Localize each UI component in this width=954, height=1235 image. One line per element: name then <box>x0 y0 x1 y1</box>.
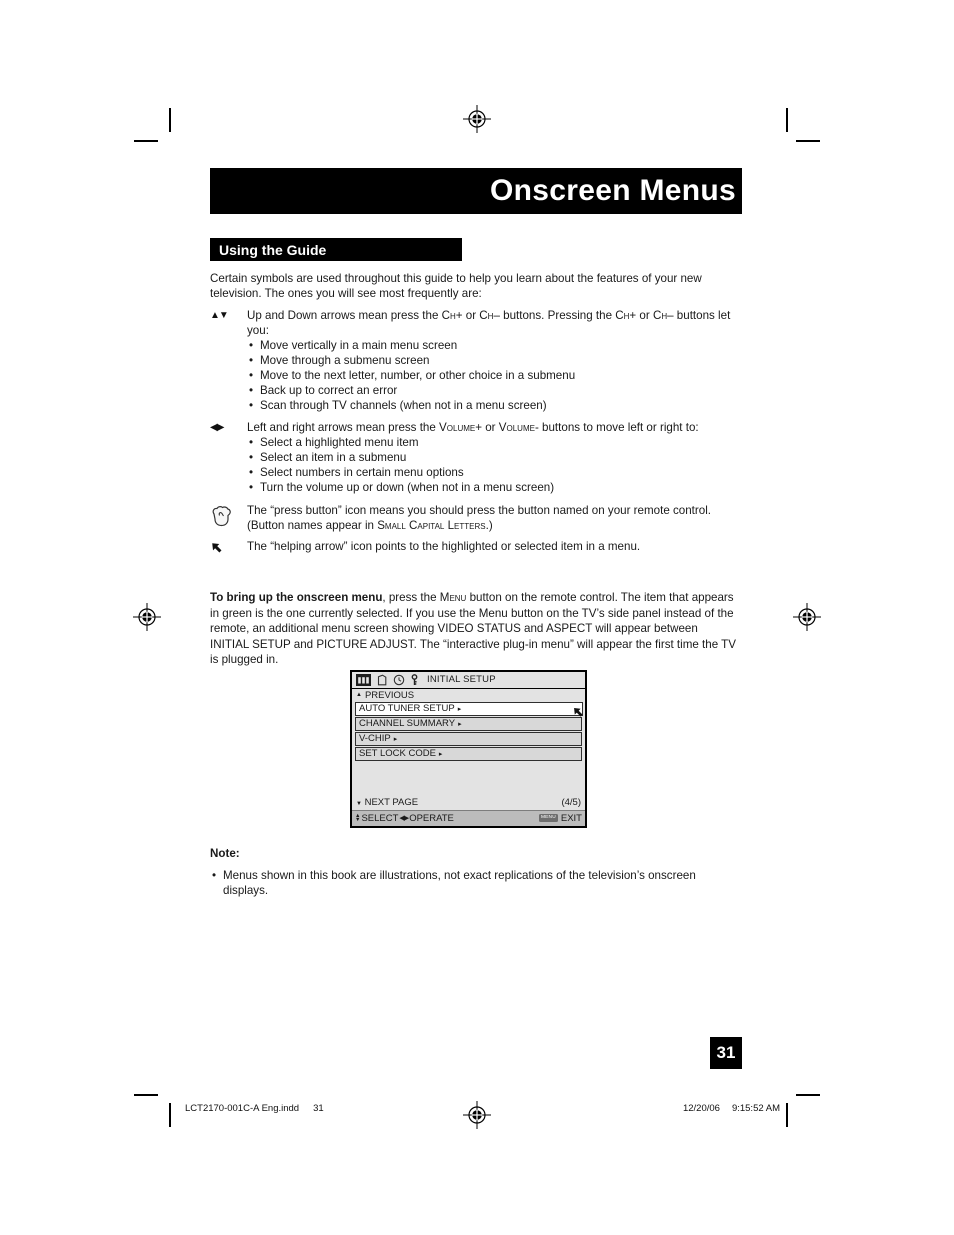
next-page-row <box>352 796 585 810</box>
symbol-bullet-list <box>247 435 742 495</box>
registration-mark-icon <box>463 105 491 133</box>
menu-empty-space <box>352 762 585 796</box>
bullet-item: • Select numbers in certain menu options <box>247 465 742 480</box>
symbol-lead-text: The “press button” icon means you should press the button named on your remote control. (Button names appear in Small Capital Letters.) <box>247 504 712 532</box>
select-label: SELECT <box>361 812 399 824</box>
footer-datetime <box>558 1103 780 1114</box>
clock-tab-icon <box>393 674 405 686</box>
submenu-arrow-icon: ▸ <box>438 750 443 758</box>
crop-mark-top-right-v <box>786 108 788 132</box>
symbol-description <box>247 503 742 533</box>
section-title: Using the Guide <box>219 241 327 258</box>
bullet-item: • Scan through TV channels (when not in a menu screen) <box>247 398 742 413</box>
symbol-row-leftright <box>210 420 742 495</box>
page-title: Onscreen Menus <box>490 174 736 207</box>
crop-mark-top-right-h <box>796 140 820 142</box>
crop-mark-bottom-left-v <box>169 1103 171 1127</box>
bullet-item: • Move to the next letter, number, or other choice in a submenu <box>247 368 742 383</box>
intro-paragraph: Certain symbols are used throughout this guide to help you learn about the features of your new television. The ones you will see most frequently are: <box>210 272 702 300</box>
symbol-row-press-button <box>210 503 742 533</box>
symbol-description <box>247 539 742 557</box>
page-number-badge: 31 <box>710 1037 742 1069</box>
menu-item-channel-summary: CHANNEL SUMMARY ▸ <box>355 717 582 731</box>
left-right-arrows-icon: ◀▶ <box>210 422 224 433</box>
registration-mark-icon <box>463 1101 491 1129</box>
bullet-item: • Select a highlighted menu item <box>247 435 742 450</box>
footer-date: 12/20/06 <box>682 1103 720 1114</box>
previous-label: PREVIOUS <box>364 689 415 701</box>
exit-label: EXIT <box>560 812 582 824</box>
up-triangle-icon: ▲ <box>356 692 362 698</box>
menu-item-set-lock-code: SET LOCK CODE ▸ <box>355 747 582 761</box>
symbol-lead-text: The “helping arrow” icon points to the highlighted or selected item in a menu. <box>247 540 641 553</box>
up-down-arrows-icon: ▲▼ <box>210 310 228 321</box>
page-tab-icon <box>376 674 388 686</box>
key-tab-icon <box>410 674 419 686</box>
symbol-description <box>247 308 742 413</box>
menu-instructions-paragraph: To bring up the onscreen menu, press the Menu button on the remote control. The item that appears in green is the one currently selected. If you use the Menu button on the TV’s side panel instead of the remote, an additional menu screen showing VIDEO STATUS and ASPECT will appear between INITIAL SETUP and PICTURE ADJUST. The “interactive plug-in menu” will appear the first time the TV is plugged in. <box>210 591 736 666</box>
page-indicator: (4/5) <box>561 797 581 808</box>
crop-mark-bottom-right-v <box>786 1103 788 1127</box>
bullet-item: • Turn the volume up or down (when not in a menu screen) <box>247 480 742 495</box>
menu-item-v-chip: V-CHIP ▸ <box>355 732 582 746</box>
submenu-arrow-icon: ▸ <box>458 720 462 728</box>
menu-button-badge: MENU <box>540 815 556 820</box>
symbol-row-helping-arrow <box>210 539 742 557</box>
menu-item-auto-tuner-setup: AUTO TUNER SETUP ▸ <box>355 702 583 716</box>
tv-menu-title: INITIAL SETUP <box>427 674 496 685</box>
registration-mark-icon <box>133 603 161 631</box>
bullet-item: • Move vertically in a main menu screen <box>247 338 742 353</box>
footer-filename: LCT2170-001C-A Eng.indd 31 <box>185 1103 324 1114</box>
menu-exit-hint <box>539 813 582 824</box>
initial-setup-tab-icon <box>356 674 371 686</box>
crop-mark-top-left-h <box>134 140 158 142</box>
down-triangle-icon: ▼ <box>356 801 362 807</box>
symbol-lead-text: Left and right arrows mean press the Volume+ or Volume- buttons to move left or right to: <box>247 421 699 434</box>
submenu-arrow-icon: ▸ <box>393 735 398 743</box>
select-operate-bar <box>352 810 585 826</box>
press-button-icon <box>210 503 247 533</box>
up-down-select-icon: ▲ ▼ <box>355 812 361 823</box>
symbol-lead-text: Up and Down arrows mean press the Ch+ or Ch– buttons. Pressing the Ch+ or Ch– buttons let you: <box>247 309 731 337</box>
helping-arrow-icon <box>210 539 247 557</box>
previous-page-row <box>352 689 585 702</box>
bullet-item: • Back up to correct an error <box>247 383 742 398</box>
footer-time: 9:15:52 AM <box>731 1103 780 1114</box>
bullet-item: • Select an item in a submenu <box>247 450 742 465</box>
submenu-arrow-icon: ▸ <box>457 705 462 713</box>
operate-label: OPERATE <box>409 812 454 824</box>
crop-mark-bottom-left-h <box>134 1094 158 1096</box>
footer-page-number: 31 <box>313 1103 324 1114</box>
symbol-row-updown <box>210 308 742 413</box>
note-section <box>210 846 742 898</box>
section-header-bar <box>210 238 462 261</box>
note-title: Note: <box>210 846 240 860</box>
helping-arrow-icon <box>572 705 584 723</box>
crop-mark-top-left-v <box>169 108 171 132</box>
crop-mark-bottom-right-h <box>796 1094 820 1096</box>
content-column <box>210 168 742 898</box>
bullet-item: • Move through a submenu screen <box>247 353 742 368</box>
tv-menu-illustration <box>350 670 587 828</box>
page-header-bar <box>210 168 742 214</box>
left-right-operate-icon: ◀▶ <box>399 815 409 822</box>
tv-menu-title-bar <box>352 672 585 689</box>
registration-mark-icon <box>793 603 821 631</box>
symbol-bullet-list <box>247 338 742 413</box>
symbol-description <box>247 420 742 495</box>
note-text: • Menus shown in this book are illustrations, not exact replications of the television’s onscreen displays. <box>210 868 742 898</box>
next-page-label: ▼ NEXT PAGE <box>356 797 419 808</box>
select-operate-hints <box>355 813 454 824</box>
